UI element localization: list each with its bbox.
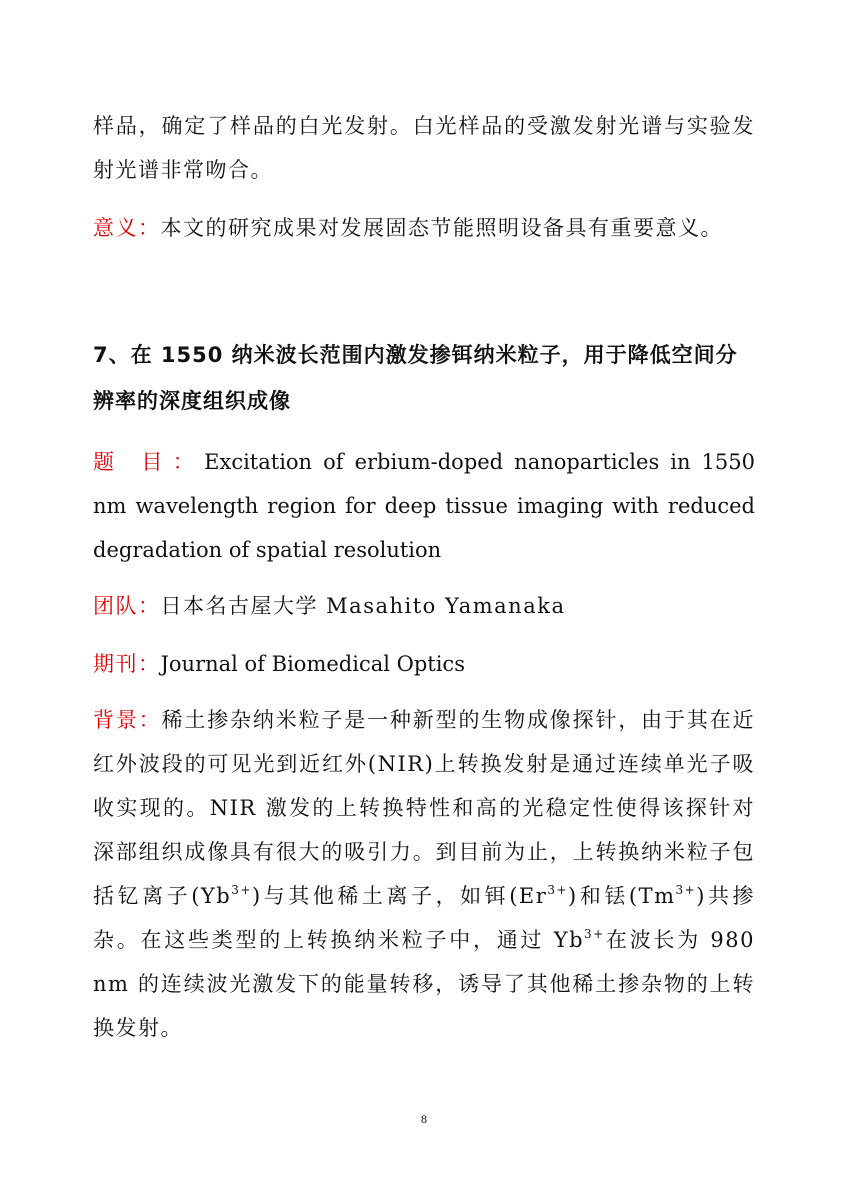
- background-text-4: )共掺杂。在这些类型的上转换纳米粒子中，通过 Yb: [93, 884, 756, 952]
- paragraph-significance: [93, 206, 723, 250]
- paragraph-title: [93, 440, 755, 572]
- superscript-yb: 3+: [231, 883, 252, 897]
- journal-label: 期刊：: [93, 652, 161, 676]
- background-label: 背景：: [93, 708, 162, 732]
- journal-text: Journal of Biomedical Optics: [160, 652, 465, 676]
- page-number: 8: [421, 1112, 427, 1126]
- background-text-2: )与其他稀土离子，如铒(Er: [251, 884, 548, 908]
- background-text-5: 在波长为 980 nm 的连续波光激发下的能量转移，诱导了其他稀土掺杂物的上转换发射。: [93, 928, 756, 1040]
- title-label: 题 目：: [93, 450, 205, 474]
- background-text-1: 稀土掺杂纳米粒子是一种新型的生物成像探针，由于其在近红外波段的可见光到近红外(NIR)上转换发射是通过连续单光子吸收实现的。NIR 激发的上转换特性和高的光稳定性使得该探针对深部组织成像具有很大的吸引力。到目前为止，上转换纳米粒子包括钇离子(Yb: [93, 708, 756, 908]
- background-text-3: )和铥(Tm: [568, 884, 676, 908]
- team-label: 团队：: [93, 594, 161, 618]
- paragraph-team: [93, 584, 565, 628]
- title-text: Excitation of erbium-doped nanoparticles in 1550 nm wavelength region for deep tissue imaging with reduced degradation of spatial resolution: [93, 450, 755, 562]
- significance-label: 意义：: [93, 216, 161, 240]
- section-heading: 7、在 1550 纳米波长范围内激发掺铒纳米粒子，用于降低空间分辨率的深度组织成像: [93, 343, 738, 413]
- paragraph-background: [93, 698, 755, 1050]
- team-text: 日本名古屋大学 Masahito Yamanaka: [160, 594, 566, 618]
- superscript-tm: 3+: [675, 883, 697, 897]
- paragraph-journal: [93, 642, 465, 686]
- superscript-yb-2: 3+: [584, 927, 605, 941]
- superscript-er: 3+: [547, 883, 569, 897]
- significance-text: 本文的研究成果对发展固态节能照明设备具有重要意义。: [160, 216, 723, 240]
- paragraph-conclusion: 样品，确定了样品的白光发射。白光样品的受激发射光谱与实验发射光谱非常吻合。: [93, 114, 755, 182]
